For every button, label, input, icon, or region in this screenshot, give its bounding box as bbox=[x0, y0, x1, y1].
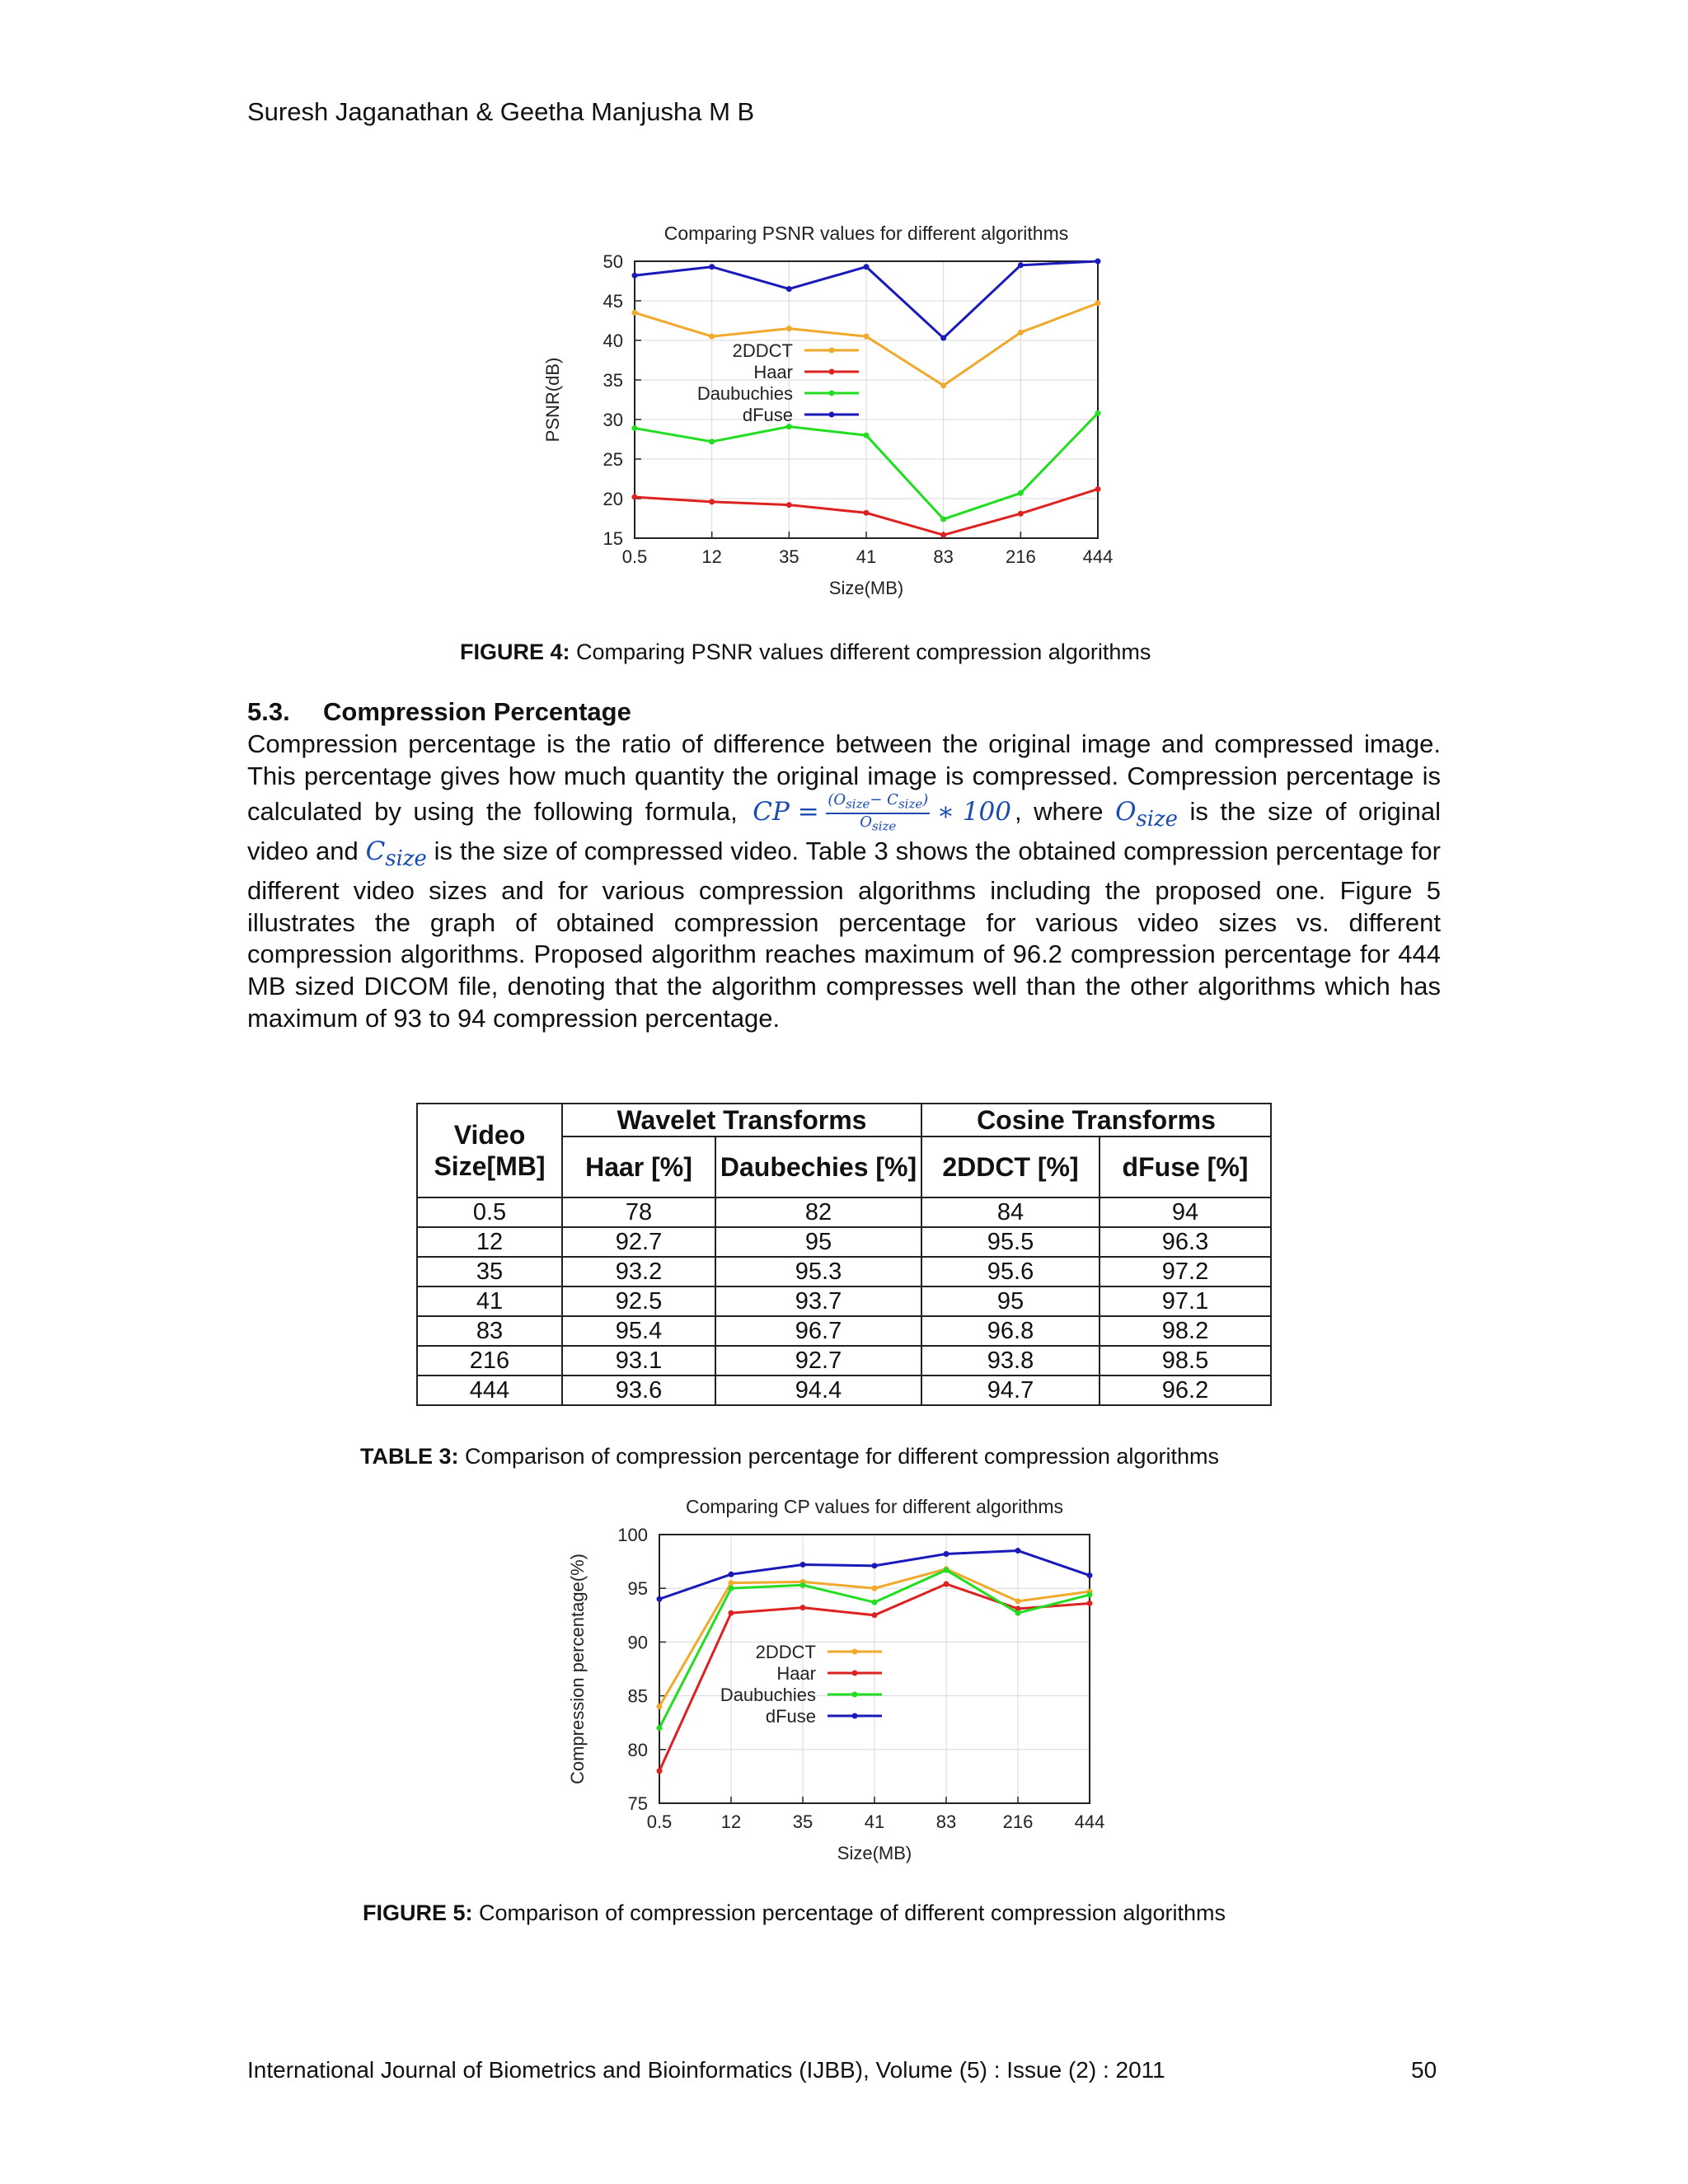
cell-size: 83 bbox=[417, 1316, 562, 1346]
data-point-haar bbox=[800, 1605, 806, 1610]
data-point-daubuchies bbox=[1095, 410, 1101, 416]
y-axis-label: PSNR(dB) bbox=[542, 357, 563, 443]
var-o: O bbox=[1115, 797, 1137, 827]
journal-footer: International Journal of Biometrics and Bioinformatics (IJBB), Volume (5) : Issue (2) : 2011 bbox=[247, 2057, 1165, 2083]
data-point-dfuse bbox=[944, 1551, 950, 1557]
data-point-2ddct bbox=[872, 1586, 878, 1591]
data-point-haar bbox=[872, 1612, 878, 1618]
data-point-daubuchies bbox=[1087, 1592, 1093, 1598]
data-point-haar bbox=[729, 1610, 734, 1616]
data-point-2ddct bbox=[786, 326, 792, 331]
cell-haar: 92.5 bbox=[562, 1286, 715, 1316]
data-point-daubuchies bbox=[864, 433, 870, 438]
data-point-2ddct bbox=[657, 1704, 663, 1709]
cell-daubechies: 95.3 bbox=[715, 1257, 921, 1286]
table-row bbox=[417, 1257, 1271, 1286]
data-point-haar bbox=[940, 532, 946, 538]
data-point-haar bbox=[864, 510, 870, 516]
data-point-daubuchies bbox=[944, 1568, 950, 1573]
figure-5-label: FIGURE 5: bbox=[363, 1900, 473, 1925]
y-tick-label: 15 bbox=[603, 528, 623, 549]
data-point-2ddct bbox=[864, 334, 870, 340]
formula-den-sub: size bbox=[872, 818, 897, 834]
legend-marker bbox=[829, 348, 835, 354]
section-paragraph bbox=[247, 729, 1441, 1034]
cell-size: 0.5 bbox=[417, 1197, 562, 1227]
cell-haar: 93.1 bbox=[562, 1346, 715, 1376]
cell-daubechies: 82 bbox=[715, 1197, 921, 1227]
page-number: 50 bbox=[1411, 2057, 1437, 2083]
cell-dfuse: 98.2 bbox=[1100, 1316, 1271, 1346]
var-c-sub: size bbox=[385, 846, 427, 872]
legend-label: dFuse bbox=[765, 1706, 816, 1727]
cell-2ddct: 94.7 bbox=[921, 1376, 1100, 1405]
figure-5-caption bbox=[363, 1900, 1226, 1926]
running-header: Suresh Jaganathan & Geetha Manjusha M B bbox=[247, 97, 755, 126]
var-o-size bbox=[1115, 797, 1178, 832]
cell-2ddct: 84 bbox=[921, 1197, 1100, 1227]
formula-lhs: CP = bbox=[753, 797, 819, 827]
para-part-3: is the size of original video and bbox=[247, 797, 1441, 866]
var-c: C bbox=[365, 837, 386, 867]
cell-daubechies: 92.7 bbox=[715, 1346, 921, 1376]
data-point-2ddct bbox=[709, 334, 715, 340]
formula-num-sub1: size bbox=[846, 797, 870, 812]
x-tick-label: 216 bbox=[1005, 546, 1036, 567]
table-row bbox=[417, 1316, 1271, 1346]
x-axis-label: Size(MB) bbox=[828, 578, 904, 598]
x-tick-label: 12 bbox=[701, 546, 722, 567]
table-3-label: TABLE 3: bbox=[360, 1444, 459, 1469]
cell-haar: 93.6 bbox=[562, 1376, 715, 1405]
x-tick-label: 41 bbox=[856, 546, 877, 567]
cell-dfuse: 98.5 bbox=[1100, 1346, 1271, 1376]
data-point-haar bbox=[944, 1581, 950, 1586]
cell-dfuse: 94 bbox=[1100, 1197, 1271, 1227]
cell-dfuse: 97.2 bbox=[1100, 1257, 1271, 1286]
data-point-daubuchies bbox=[872, 1600, 878, 1605]
y-tick-label: 85 bbox=[627, 1685, 648, 1707]
psnr-chart-svg bbox=[528, 210, 1137, 614]
y-tick-label: 80 bbox=[627, 1739, 648, 1760]
legend-marker bbox=[852, 1692, 858, 1698]
x-tick-label: 444 bbox=[1074, 1811, 1105, 1832]
cell-daubechies: 95 bbox=[715, 1227, 921, 1257]
y-tick-label: 50 bbox=[603, 251, 623, 272]
cp-formula bbox=[753, 792, 1011, 834]
cell-haar: 92.7 bbox=[562, 1227, 715, 1257]
x-tick-label: 35 bbox=[792, 1811, 814, 1832]
data-point-2ddct bbox=[1015, 1598, 1021, 1604]
table-row bbox=[417, 1227, 1271, 1257]
y-tick-label: 40 bbox=[603, 330, 623, 351]
legend-label: 2DDCT bbox=[755, 1642, 816, 1662]
cell-2ddct: 95.5 bbox=[921, 1227, 1100, 1257]
cell-daubechies: 94.4 bbox=[715, 1376, 921, 1405]
cell-daubechies: 96.7 bbox=[715, 1316, 921, 1346]
cell-2ddct: 93.8 bbox=[921, 1346, 1100, 1376]
section-heading bbox=[247, 697, 631, 727]
y-tick-label: 100 bbox=[617, 1525, 648, 1545]
table-body bbox=[417, 1197, 1271, 1405]
x-tick-label: 0.5 bbox=[621, 546, 648, 567]
cell-haar: 95.4 bbox=[562, 1316, 715, 1346]
data-point-daubuchies bbox=[709, 438, 715, 444]
data-point-dfuse bbox=[1087, 1572, 1093, 1578]
x-axis-label: Size(MB) bbox=[837, 1843, 912, 1863]
y-tick-label: 90 bbox=[627, 1632, 648, 1653]
legend-marker bbox=[852, 1671, 858, 1676]
figure-4-text: Comparing PSNR values different compression algorithms bbox=[576, 640, 1151, 664]
table-row bbox=[417, 1197, 1271, 1227]
legend-label: 2DDCT bbox=[732, 340, 793, 361]
data-point-haar bbox=[786, 502, 792, 508]
table-row bbox=[417, 1346, 1271, 1376]
cell-2ddct: 96.8 bbox=[921, 1316, 1100, 1346]
x-tick-label: 216 bbox=[1002, 1811, 1034, 1832]
legend-marker bbox=[852, 1713, 858, 1719]
th-video-size: Video Size[MB] bbox=[417, 1104, 562, 1197]
formula-rhs: ∗ 100 bbox=[936, 797, 1011, 827]
x-tick-label: 12 bbox=[720, 1811, 742, 1832]
compression-table bbox=[416, 1103, 1272, 1406]
data-point-haar bbox=[1018, 511, 1024, 517]
legend-marker bbox=[829, 412, 835, 418]
legend-marker bbox=[829, 391, 835, 396]
x-tick-label: 35 bbox=[779, 546, 799, 567]
legend-label: Daubuchies bbox=[696, 383, 793, 404]
y-tick-label: 30 bbox=[603, 410, 623, 430]
formula-fraction bbox=[826, 792, 930, 834]
y-tick-label: 25 bbox=[603, 449, 623, 470]
data-point-2ddct bbox=[632, 310, 638, 316]
formula-num-sub2: size bbox=[898, 797, 923, 812]
formula-num-a: (O bbox=[828, 791, 846, 809]
x-tick-label: 41 bbox=[864, 1811, 885, 1832]
legend-label: dFuse bbox=[742, 405, 793, 425]
cell-haar: 78 bbox=[562, 1197, 715, 1227]
data-point-daubuchies bbox=[1015, 1610, 1021, 1616]
legend-label: Daubuchies bbox=[720, 1685, 816, 1705]
cell-haar: 93.2 bbox=[562, 1257, 715, 1286]
cell-2ddct: 95.6 bbox=[921, 1257, 1100, 1286]
data-point-dfuse bbox=[786, 286, 792, 292]
cell-size: 35 bbox=[417, 1257, 562, 1286]
cp-chart-svg bbox=[552, 1483, 1129, 1879]
data-point-dfuse bbox=[940, 335, 946, 341]
data-point-dfuse bbox=[632, 273, 638, 279]
x-tick-label: 444 bbox=[1082, 546, 1114, 567]
formula-den: O bbox=[860, 813, 873, 831]
x-tick-label: 83 bbox=[933, 546, 954, 567]
var-o-sub: size bbox=[1136, 807, 1178, 832]
y-tick-label: 75 bbox=[627, 1793, 648, 1814]
data-point-dfuse bbox=[872, 1563, 878, 1568]
table-3-caption bbox=[360, 1444, 1219, 1469]
para-part-1: Compression percentage is the ratio of difference between the original image and compressed image. This percentage gives how much quantity the original image is compressed. Compression percentage is calculated by using the following formula, bbox=[247, 729, 1441, 827]
cell-size: 216 bbox=[417, 1346, 562, 1376]
data-point-dfuse bbox=[657, 1596, 663, 1602]
data-point-dfuse bbox=[800, 1562, 806, 1568]
data-point-haar bbox=[1087, 1601, 1093, 1606]
y-axis-label: Compression percentage(%) bbox=[567, 1553, 588, 1785]
chart-title: Comparing PSNR values for different algorithms bbox=[663, 223, 1069, 244]
psnr-chart bbox=[528, 210, 1137, 614]
data-point-daubuchies bbox=[729, 1586, 734, 1591]
th-wavelet: Wavelet Transforms bbox=[562, 1104, 921, 1137]
cell-daubechies: 93.7 bbox=[715, 1286, 921, 1316]
cell-size: 41 bbox=[417, 1286, 562, 1316]
cell-dfuse: 96.2 bbox=[1100, 1376, 1271, 1405]
chart-title: Comparing CP values for different algorithms bbox=[685, 1496, 1064, 1517]
data-point-daubuchies bbox=[940, 516, 946, 522]
formula-num-end: ) bbox=[922, 791, 929, 809]
cell-size: 12 bbox=[417, 1227, 562, 1257]
data-point-daubuchies bbox=[632, 425, 638, 431]
y-tick-label: 20 bbox=[603, 489, 623, 509]
data-point-daubuchies bbox=[800, 1582, 806, 1588]
y-tick-label: 95 bbox=[627, 1578, 648, 1600]
th-haar: Haar [%] bbox=[562, 1137, 715, 1197]
section-title: Compression Percentage bbox=[323, 697, 631, 726]
data-point-dfuse bbox=[709, 264, 715, 269]
table-row bbox=[417, 1376, 1271, 1405]
data-point-dfuse bbox=[1015, 1548, 1021, 1554]
figure-4-caption bbox=[460, 640, 1151, 665]
table-3-text: Comparison of compression percentage for different compression algorithms bbox=[465, 1444, 1219, 1469]
legend-marker bbox=[829, 369, 835, 375]
data-point-2ddct bbox=[1095, 300, 1101, 306]
x-tick-label: 83 bbox=[935, 1811, 957, 1832]
th-daubechies: Daubechies [%] bbox=[715, 1137, 921, 1197]
data-point-haar bbox=[709, 499, 715, 504]
legend-marker bbox=[852, 1649, 858, 1655]
legend-label: Haar bbox=[776, 1663, 816, 1684]
data-point-dfuse bbox=[864, 264, 870, 269]
data-point-haar bbox=[632, 494, 638, 500]
figure-4-label: FIGURE 4: bbox=[460, 640, 570, 664]
data-point-2ddct bbox=[1018, 330, 1024, 335]
para-part-2: , where bbox=[1014, 797, 1104, 827]
data-point-haar bbox=[657, 1768, 663, 1774]
data-point-2ddct bbox=[729, 1580, 734, 1586]
th-2ddct: 2DDCT [%] bbox=[921, 1137, 1100, 1197]
data-point-haar bbox=[1095, 486, 1101, 492]
y-tick-label: 45 bbox=[603, 291, 623, 312]
formula-num-mid: − C bbox=[870, 791, 898, 809]
legend-label: Haar bbox=[753, 362, 793, 382]
data-point-dfuse bbox=[729, 1572, 734, 1577]
th-dfuse: dFuse [%] bbox=[1100, 1137, 1271, 1197]
th-cosine: Cosine Transforms bbox=[921, 1104, 1271, 1137]
x-tick-label: 0.5 bbox=[646, 1811, 673, 1832]
cp-chart bbox=[552, 1483, 1129, 1879]
section-number: 5.3. bbox=[247, 697, 290, 726]
var-c-size bbox=[365, 837, 427, 872]
para-part-4: is the size of compressed video. Table 3 shows the obtained compression percentage for different video sizes and for various compression algorithms including the proposed one. Figure 5 illustrates the graph of obtained compression percentage for various video sizes vs. different compression algorithms. Proposed algorithm reaches maximum of 96.2 compression percentage for 444 MB sized DICOM file, denoting that the algorithm compresses well than the other algorithms which has maximum of 93 to 94 compression percentage. bbox=[247, 837, 1441, 1033]
cell-dfuse: 96.3 bbox=[1100, 1227, 1271, 1257]
figure-5-text: Comparison of compression percentage of different compression algorithms bbox=[479, 1900, 1226, 1925]
data-point-2ddct bbox=[940, 382, 946, 388]
cell-2ddct: 95 bbox=[921, 1286, 1100, 1316]
data-point-dfuse bbox=[1095, 259, 1101, 265]
cell-size: 444 bbox=[417, 1376, 562, 1405]
cell-dfuse: 97.1 bbox=[1100, 1286, 1271, 1316]
data-point-daubuchies bbox=[657, 1725, 663, 1731]
y-tick-label: 35 bbox=[603, 370, 623, 391]
data-point-daubuchies bbox=[1018, 490, 1024, 496]
table-row bbox=[417, 1286, 1271, 1316]
data-point-dfuse bbox=[1018, 262, 1024, 268]
